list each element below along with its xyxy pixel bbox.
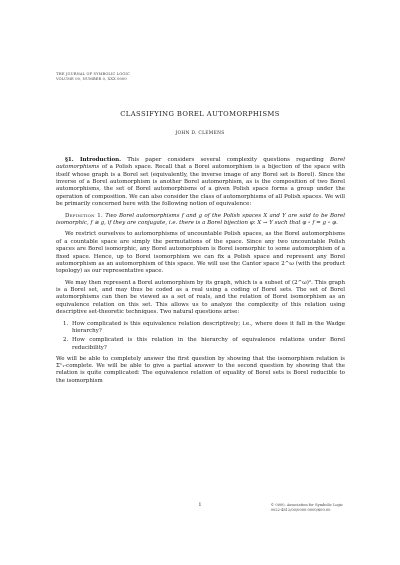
definition-label: Definition 1. — [65, 212, 103, 219]
copyright-line-1: © 0000, Association for Symbolic Logic — [270, 503, 343, 507]
paper-title: CLASSIFYING BOREL AUTOMORPHISMS — [120, 110, 280, 118]
copyright-line-2: 0022-4812/00/0000-0000/$00.00 — [270, 508, 331, 512]
journal-volume: VOLUME 00, NUMBER 0, XXX 0000 — [56, 77, 127, 81]
body-paragraph-1: We restrict ourselves to automorphisms of uncountable Polish spaces, as the Borel automorphisms of a countable space are simply the permutations of the space. Since any two uncountable Polish spaces are Borel isomorphic, any Borel automorphism is Borel isomorphic to some automorphism of a fixed space. Hence, up to Borel isomorphism we can fix a Polish space and represent any Borel automorphism as an automorphism of this space. We will use the Cantor space 2^ω (with the product topology) as our representative space. — [56, 231, 345, 275]
closing-paragraph: We will be able to completely answer the first question by showing that the isomorphism relation is Σ¹₁-complete. We will be able to give a partial answer to the second question by showing that the relation is quite complicated: The equivalence relation of equality of Borel sets is Borel reducible to the isomorphism — [56, 355, 345, 384]
intro-text-b: of a Polish space. Recall that a Borel automorphism is a bijection of the space with itself whose graph is a Borel set (equivalently, the inverse image of any Borel set is Borel). Since the inverse of a Borel automorphism is another Borel automorphism, as is the composition of two Borel automorphisms, the set of Borel automorphisms of a given Polish space forms a group under the operation of composition. We can also consider the class of automorphisms of all Polish spaces. We will be primarily concerned here with the following notion of equivalence: — [56, 164, 345, 208]
journal-name: THE JOURNAL OF SYMBOLIC LOGIC — [56, 72, 130, 76]
paper-body — [56, 157, 345, 389]
intro-paragraph — [56, 157, 345, 208]
definition-text: Two Borel automorphisms f and g of the Polish spaces X and Y are said to be Borel isomorphic, f ≅ g, if they are conjugate, i.e. there is a Borel bijection φ: X → Y such that φ ∘ f = g ∘ φ. — [56, 212, 345, 226]
definition-block — [56, 213, 345, 228]
question-item-1: 1. How complicated is this equivalence relation descriptively; i.e., where does it fall in the Wadge hierarchy? — [70, 321, 345, 336]
intro-text-a: This paper considers several complexity questions regarding — [127, 157, 330, 163]
page-number: 1 — [198, 503, 202, 508]
question-item-2: 2. How complicated is this relation in the hierarchy of equivalence relations under Borel reducibility? — [70, 337, 345, 352]
intro-emphasis: Borel automorphisms — [56, 157, 345, 171]
body-paragraph-2: We may then represent a Borel automorphism by its graph, which is a subset of (2^ω)². This graph is a Borel set, and may thus be coded as a real using a coding of Borel sets. The set of Borel automorphisms can then be viewed as a set of reals, and the relation of Borel isomorphism as an equivalence relation on this set. This allows us to analyze the complexity of this relation using descriptive set-theoretic techniques. Two natural questions arise: — [56, 279, 345, 316]
section-heading: §1. Introduction. — [65, 157, 122, 163]
paper-author: JOHN D. CLEMENS — [175, 131, 225, 136]
journal-header — [56, 72, 130, 82]
questions-list — [56, 321, 345, 352]
